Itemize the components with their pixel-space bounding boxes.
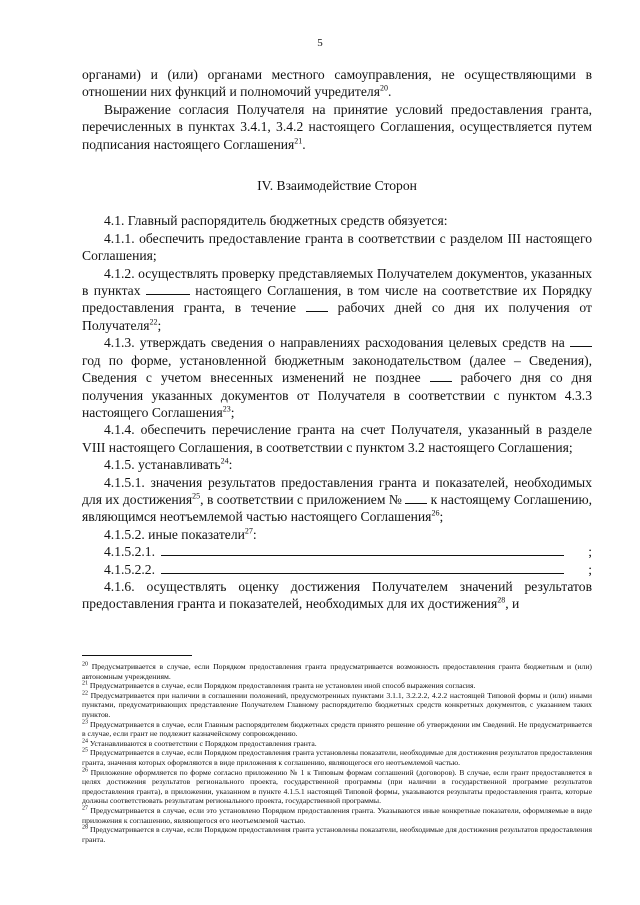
blank-field [146,283,190,295]
footnote: $^{20}$ Предусматривается в случае, если Порядком предоставления гранта предусматривается возможность предоставления гранта бюджетным и (или) автономным учреждениям. [82,661,592,681]
footnote: $^{28}$ Предусматривается в случае, если Порядком предоставления гранта установлены показатели, необходимые для достижения результатов предоставления гранта. [82,824,593,844]
footnote: $^{24}$ Устанавливаются в соответствии с Порядком предоставления гранта. [82,738,317,748]
blank-field [570,335,592,347]
blank-field [306,300,328,312]
clause-4-1-1: 4.1.1. обеспечить предоставление гранта в соответствии с разделом III настоящего Соглашения; [82,230,592,264]
footnote: $^{25}$ Предусматривается в случае, если Порядком предоставления гранта установлены показатели, необходимые для достижения результатов предоставления гранта, значения которых оформляются в виде приложения к соглашению, являющегося его неотъемлемой частью. [82,747,593,767]
footnote-ref: 20 [379,83,388,93]
footnote-separator [82,655,192,656]
footnote-ref: 23 [222,404,231,414]
clause-4-1: 4.1. Главный распорядитель бюджетных средств обязуется: [104,213,448,229]
clause-4-1-5-2-1: 4.1.5.2.1. ; [104,544,592,560]
footnote-ref: 27 [244,526,253,536]
clause-4-1-3: 4.1.3. утверждать сведения о направлениях расходования целевых средств на год по форме, установленной бюджетным законодательством (далее – Сведения), Сведения с учетом внесенных изменений не позднее рабочего дня со дня получения указанных документов от Получателя в соответствии с пунктом 4.3.3 настоящего Соглашения$^{23}$; [82,335,592,420]
footnote: $^{26}$ Приложение оформляется по форме согласно приложению № 1 к Типовым формам соглашений (договоров). В случае, если грант предоставляется в целях достижения результатов регионального проекта, государственной программы (при наличии в государственной программе результатов предоставления гранта), в приложении, указанном в пункте 4.1.5.1 настоящей Типовой формы, указываются результаты предоставления гранта, которые должны соответствовать результатам регионального проекта, государственной программы. [82,766,592,806]
clause-4-1-5-1: 4.1.5.1. значения результатов предоставления гранта и показателей, необходимых для их достижения$^{25}$, в соответствии с приложением № к настоящему Соглашению, являющимся неотъемлемой частью настоящего Соглашения$^{26}$; [82,474,593,525]
paragraph-consent: Выражение согласия Получателя на принятие условий предоставления гранта, перечисленных в пунктах 3.4.1, 3.4.2 настоящего Соглашения, осуществляется путем подписания настоящего Соглашения$^{21}$. [82,101,592,152]
footnote: $^{27}$ Предусматривается в случае, если это установлено Порядком предоставления гранта. Указываются иные конкретные показатели, оформляемые в виде приложения к соглашению, являющегося его неотъемлемой частью. [82,805,593,825]
footnote: $^{23}$ Предусматривается в случае, если Главным распорядителем бюджетных средств принято решение об утверждении им Сведений. Не предусматривается в случае, если грант не подлежит казначейскому сопровождению. [82,719,592,739]
footnote: $^{21}$ Предусматривается в случае, если Порядком предоставления гранта не установлен иной способ выражения согласия. [82,680,476,691]
paragraph-continuation: органами) и (или) органами местного самоуправления, не осуществляющими в отношении них функций и полномочий учредителя$^{20}$. [82,67,592,100]
blank-field [430,370,452,382]
footnote-ref: 21 [294,136,303,146]
blank-line [161,543,564,556]
document-body [82,66,592,613]
footnote: $^{22}$ Предусматривается при наличии в соглашении положений, предусмотренных пунктами 3.1.1, 3.2.2.2, 4.2.2 настоящей Типовой формы и (или) иными пунктами, предусматривающих представление Получателем Главному распорядителю бюджетных средств конкретных документов, с указанием таких пунктов. [82,690,593,719]
footnote-ref: 28 [497,595,506,605]
clause-4-1-5: 4.1.5. устанавливать$^{24}$: [104,456,233,473]
footnotes [82,662,592,844]
clause-4-1-4: 4.1.4. обеспечить перечисление гранта на счет Получателя, указанный в разделе VIII настоящего Соглашения, в соответствии с пунктом 3.2 настоящего Соглашения; [82,422,592,455]
clause-4-1-5-2-2: 4.1.5.2.2. ; [104,561,592,577]
clause-4-1-6: 4.1.6. осуществлять оценку достижения Получателем значений результатов предоставления гранта и показателей, необходимых для их достижения$^{28}$, и [82,578,592,612]
clause-4-1-5-2: 4.1.5.2. иные показатели$^{27}$: [104,526,257,542]
blank-line [161,561,564,574]
clause-4-1-2: 4.1.2. осуществлять проверку представляемых Получателем документов, указанных в пунктах настоящего Соглашения, в том числе на соответствие их Порядку предоставления гранта, в течение рабочих дней со дня их получения от Получателя$^{22}$; [82,265,593,333]
footnote-ref: 25 [192,491,201,501]
footnote-ref: 26 [431,508,440,518]
footnote-ref: 22 [149,317,158,327]
blank-field [405,492,427,504]
section-heading: IV. Взаимодействие Сторон [257,178,417,194]
footnote-ref: 24 [220,456,229,466]
page-number: 5 [317,37,323,49]
